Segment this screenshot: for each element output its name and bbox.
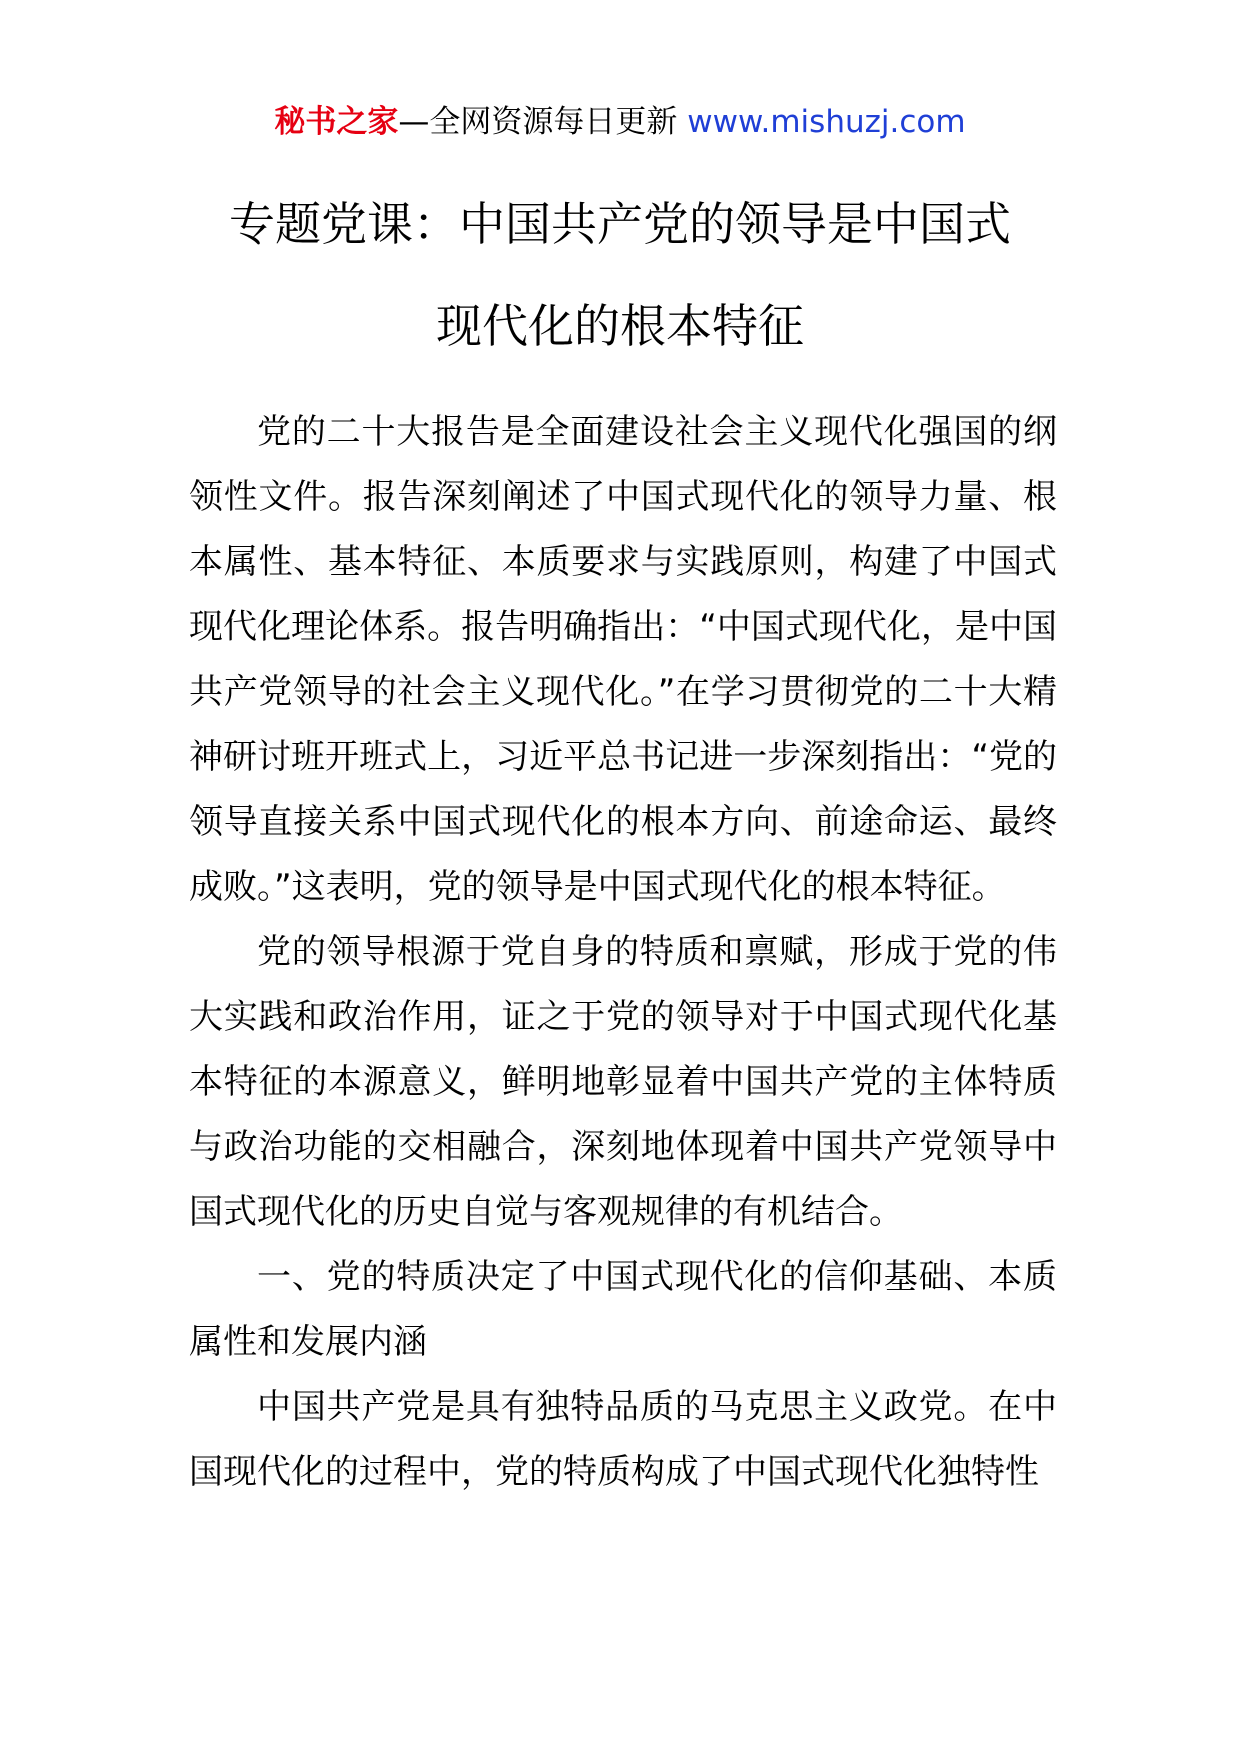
document-body xyxy=(189,400,1057,1505)
brand-name: 秘书之家 xyxy=(274,104,399,140)
website-url: www.mishuzj.com xyxy=(687,104,966,140)
document-title-line-1: 专题党课：中国共产党的领导是中国式 xyxy=(229,197,1011,251)
header-tagline: —全网资源每日更新 xyxy=(398,104,688,140)
section-heading: 一、党的特质决定了中国式现代化的信仰基础、本质属性和发展内涵 xyxy=(189,1257,1057,1362)
paragraph: 中国共产党是具有独特品质的马克思主义政党。在中国现代化的过程中，党的特质构成了中国式现代化独特性 xyxy=(189,1387,1057,1492)
page-header xyxy=(0,100,1240,144)
paragraph: 党的领导根源于党自身的特质和禀赋，形成于党的伟大实践和政治作用，证之于党的领导对于中国式现代化基本特征的本源意义，鲜明地彰显着中国共产党的主体特质与政治功能的交相融合，深刻地体现着中国共产党领导中国式现代化的历史自觉与客观规律的有机结合。 xyxy=(189,932,1057,1232)
document-title-line-2: 现代化的根本特征 xyxy=(436,299,804,353)
paragraph: 党的二十大报告是全面建设社会主义现代化强国的纲领性文件。报告深刻阐述了中国式现代化的领导力量、根本属性、基本特征、本质要求与实践原则，构建了中国式现代化理论体系。报告明确指出：“中国式现代化，是中国共产党领导的社会主义现代化。”在学习贯彻党的二十大精神研讨班开班式上，习近平总书记进一步深刻指出：“党的领导直接关系中国式现代化的根本方向、前途命运、最终成败。”这表明，党的领导是中国式现代化的根本特征。 xyxy=(189,412,1057,907)
